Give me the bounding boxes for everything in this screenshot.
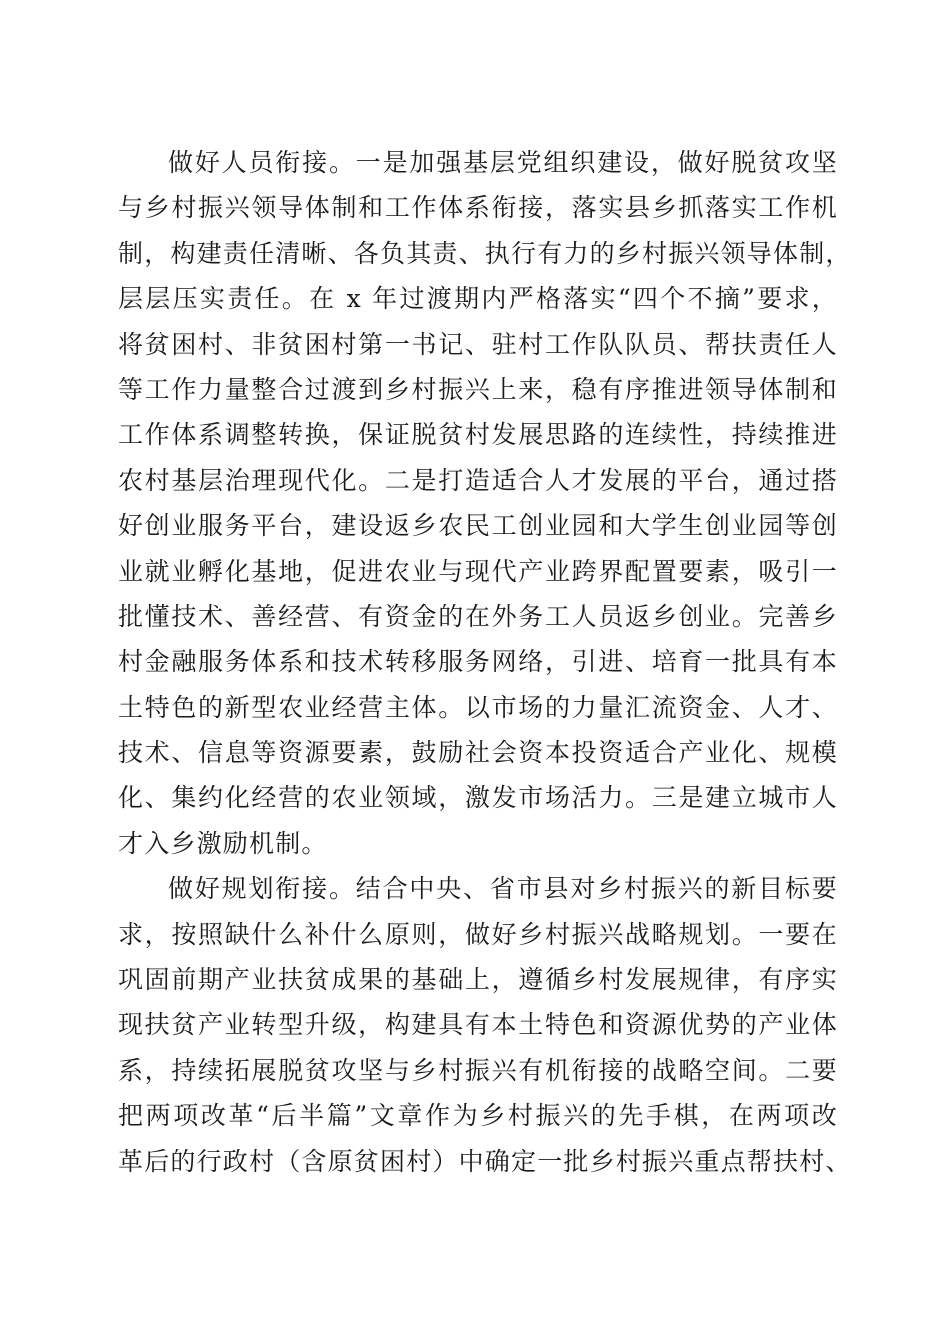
text-line: 做好人员衔接。一是加强基层党组织建设，做好脱贫攻坚 [168,148,838,177]
text-line: 土特色的新型农业经营主体。以市场的力量汇流资金、人才、 [118,692,838,722]
text-line: 做好规划衔接。结合中央、省市县对乡村振兴的新目标要 [168,874,838,904]
text-line: 系，持续拓展脱贫攻坚与乡村振兴有机衔接的战略空间。二要 [118,1055,838,1085]
text-line: 巩固前期产业扶贫成果的基础上，遵循乡村发展规律，有序实 [118,965,838,995]
text-line: 与乡村振兴领导体制和工作体系衔接，落实县乡抓落实工作机 [118,193,838,223]
text-line: 现扶贫产业转型升级，构建具有本土特色和资源优势的产业体 [118,1010,838,1040]
text-line: 革后的行政村（含原贫困村）中确定一批乡村振兴重点帮扶村、 [118,1146,852,1176]
paragraph-planning [118,866,852,1184]
text-line: 农村基层治理现代化。二是打造适合人才发展的平台，通过搭 [118,465,838,495]
paragraph-personnel [118,140,852,866]
text-line: 技术、信息等资源要素，鼓励社会资本投资适合产业化、规模 [118,738,838,768]
text-line: 求，按照缺什么补什么原则，做好乡村振兴战略规划。一要在 [118,919,838,949]
text-line: 工作体系调整转换，保证脱贫村发展思路的连续性，持续推进 [118,420,838,450]
text-line: 化、集约化经营的农业领域，激发市场活力。三是建立城市人 [118,783,838,813]
text-line: 才入乡激励机制。 [118,828,328,858]
text-line: 好创业服务平台，建设返乡农民工创业园和大学生创业园等创 [118,511,838,541]
text-line: 将贫困村、非贫困村第一书记、驻村工作队队员、帮扶责任人 [118,329,838,359]
text-line: 批懂技术、善经营、有资金的在外务工人员返乡创业。完善乡 [118,601,838,631]
text-line: 把两项改革“后半篇”文章作为乡村振兴的先手棋，在两项改 [118,1101,838,1131]
document-body [118,140,852,1184]
text-line: 制，构建责任清晰、各负其责、执行有力的乡村振兴领导体制， [118,238,852,268]
text-line: 等工作力量整合过渡到乡村振兴上来，稳有序推进领导体制和 [118,374,838,404]
text-line: 村金融服务体系和技术转移服务网络，引进、培育一批具有本 [118,647,838,677]
text-line: 业就业孵化基地，促进农业与现代产业跨界配置要素，吸引一 [118,556,838,586]
text-line: 层层压实责任。在 x 年过渡期内严格落实“四个不摘”要求， [118,284,838,314]
